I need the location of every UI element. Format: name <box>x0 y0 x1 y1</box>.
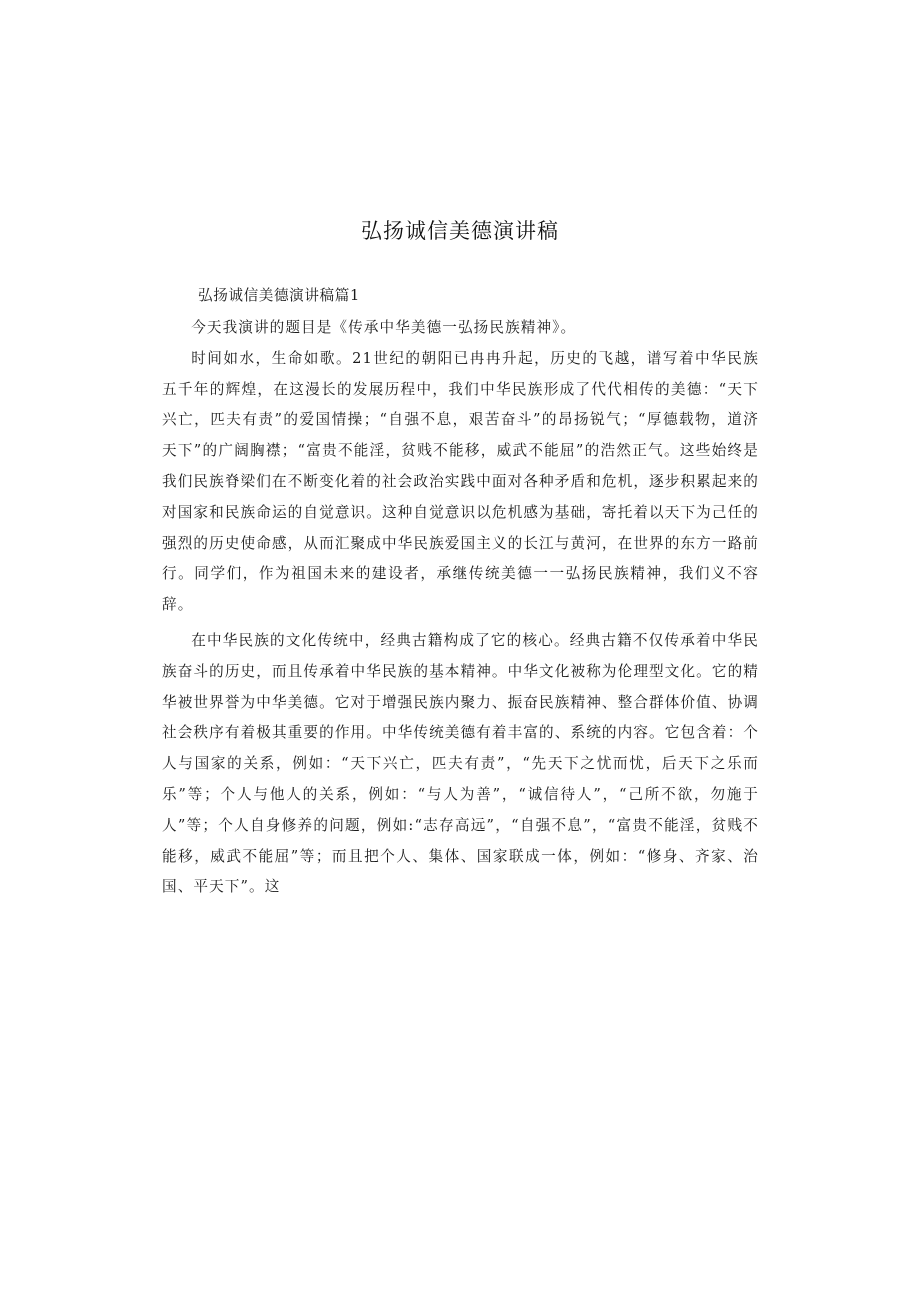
paragraph-cultural-tradition: 在中华民族的文化传统中，经典古籍构成了它的核心。经典古籍不仅传承着中华民族奋斗的历史，而且传承着中华民族的基本精神。中华文化被称为伦理型文化。它的精华被世界誉为中华美德。它对于增强民族内聚力、振奋民族精神、整合群体价值、协调社会秩序有着极其重要的作用。中华传统美德有着丰富的、系统的内容。它包含着：个人与国家的关系，例如：“天下兴亡，匹夫有责”，“先天下之忧而忧，后天下之乐而乐”等；个人与他人的关系，例如：“与人为善”，“诚信待人”，“己所不欲，勿施于人”等；个人自身修养的问题，例如:“志存高远”，“自强不息”，“富贵不能淫，贫贱不能移，威武不能屈”等；而且把个人、集体、国家联成一体，例如：“修身、齐家、治国、平天下”。这 <box>162 631 759 896</box>
section-subheading: 弘扬诚信美德演讲稿篇1 <box>198 287 360 304</box>
paragraph-speech-topic: 今天我演讲的题目是《传承中华美德一弘扬民族精神》。 <box>191 319 577 336</box>
paragraph-time-like-water: 时间如水，生命如歌。21世纪的朝阳已冉冉升起，历史的飞越，谱写着中华民族五千年的辉煌，在这漫长的发展历程中，我们中华民族形成了代代相传的美德：“天下兴亡，匹夫有责”的爱国情操；“自强不息，艰苦奋斗”的昂扬锐气；“厚德载物，道济天下”的广阔胸襟；“富贵不能淫，贫贱不能移，威武不能屈”的浩然正气。这些始终是我们民族脊梁们在不断变化着的社会政治实践中面对各种矛盾和危机，逐步积累起来的对国家和民族命运的自觉意识。这种自觉意识以危机感为基础，寄托着以天下为己任的强烈的历史使命感，从而汇聚成中华民族爱国主义的长江与黄河，在世界的东方一路前行。同学们，作为祖国未来的建设者，承继传统美德一一弘扬民族精神，我们义不容辞。 <box>162 349 759 614</box>
document-title: 弘扬诚信美德演讲稿 <box>361 219 559 243</box>
document-body <box>162 283 759 903</box>
